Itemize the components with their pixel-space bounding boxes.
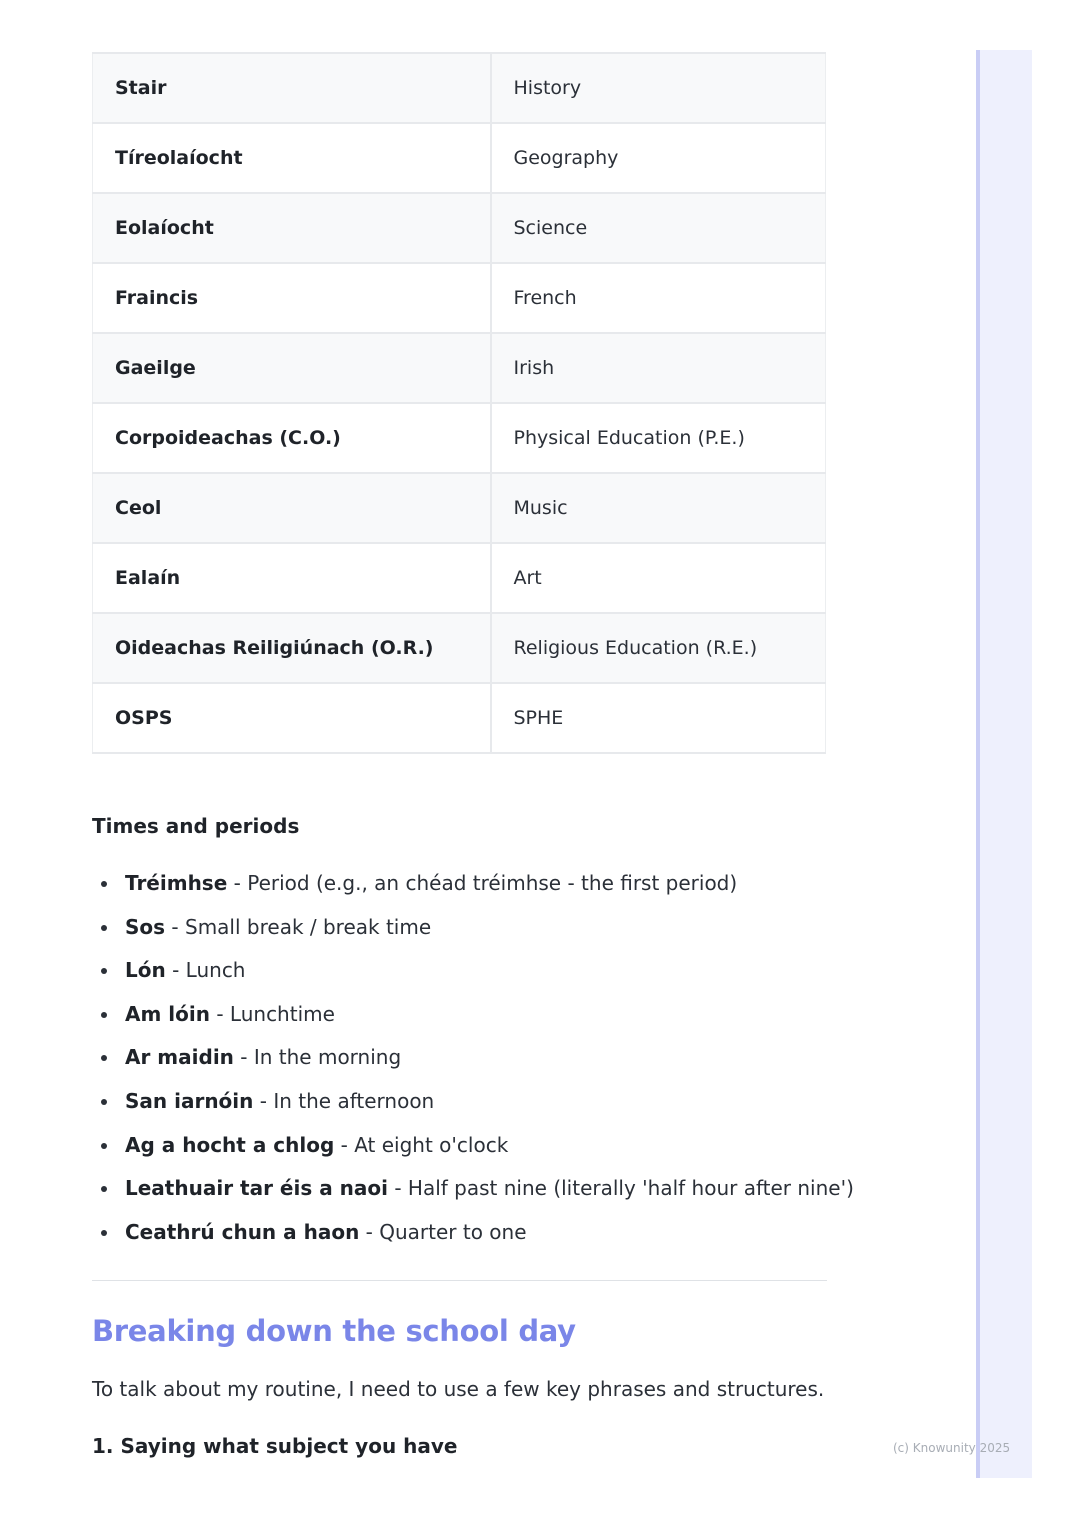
side-panel xyxy=(976,50,1032,1478)
english-term-cell: Irish xyxy=(491,333,826,403)
english-term-cell: SPHE xyxy=(491,683,826,753)
table-row xyxy=(93,263,826,333)
list-definition: Period (e.g., an chéad tréimhse - the first period) xyxy=(247,871,738,895)
list-item: Sos - Small break / break time xyxy=(92,906,854,950)
english-term-cell: Geography xyxy=(491,123,826,193)
list-item: San iarnóin - In the afternoon xyxy=(92,1080,854,1124)
irish-term-cell: Oideachas Reiligiúnach (O.R.) xyxy=(93,613,491,683)
side-panel-border xyxy=(976,50,980,1478)
list-definition: Small break / break time xyxy=(185,914,432,939)
list-definition: Quarter to one xyxy=(379,1219,527,1244)
english-term-cell: Art xyxy=(491,543,826,613)
irish-term-cell: Tíreolaíocht xyxy=(93,123,491,193)
table-row xyxy=(93,613,826,683)
irish-term-cell: Stair xyxy=(93,53,491,123)
english-term-cell: Science xyxy=(491,193,826,263)
table-row xyxy=(93,123,826,193)
table-row xyxy=(93,333,826,403)
table-row xyxy=(93,543,826,613)
table-row xyxy=(93,683,826,753)
list-definition: Lunch xyxy=(185,958,246,983)
table-row xyxy=(93,473,826,543)
table-row xyxy=(93,53,826,123)
english-term-cell: French xyxy=(491,263,826,333)
list-term: Am lóin xyxy=(125,1001,210,1026)
english-term-cell: History xyxy=(491,53,826,123)
irish-term-cell: Ealaín xyxy=(93,543,491,613)
list-item: Ceathrú chun a haon - Quarter to one xyxy=(92,1211,854,1255)
bullet-icon xyxy=(101,1186,107,1192)
subject-vocab-table xyxy=(92,52,826,754)
irish-term-cell: Ceol xyxy=(93,473,491,543)
list-item: Lón - Lunch xyxy=(92,949,854,993)
english-term-cell: Religious Education (R.E.) xyxy=(491,613,826,683)
list-definition: At eight o'clock xyxy=(354,1132,509,1157)
bullet-icon xyxy=(101,925,107,931)
bullet-icon xyxy=(101,1099,107,1105)
school-day-intro: To talk about my routine, I need to use a few key phrases and structures. xyxy=(92,1377,825,1401)
list-term: Ag a hocht a chlog xyxy=(125,1132,335,1157)
bullet-icon xyxy=(101,1143,107,1149)
list-item: Am lóin - Lunchtime xyxy=(92,993,854,1037)
list-definition: Lunchtime xyxy=(229,1001,335,1026)
times-list xyxy=(92,862,854,1254)
list-definition: Half past nine (literally 'half hour after nine') xyxy=(407,1176,854,1201)
list-term: Leathuair tar éis a naoi xyxy=(125,1176,388,1201)
list-item: Ar maidin - In the morning xyxy=(92,1036,854,1080)
bullet-icon xyxy=(101,881,107,887)
english-term-cell: Music xyxy=(491,473,826,543)
list-item: Tréimhse - Period (e.g., an chéad tréimhse - the first period) xyxy=(92,862,854,906)
list-item: Leathuair tar éis a naoi - Half past nine (literally 'half hour after nine') xyxy=(92,1167,854,1211)
bullet-icon xyxy=(101,1055,107,1061)
irish-term-cell: Gaeilge xyxy=(93,333,491,403)
bullet-icon xyxy=(101,968,107,974)
list-term: Tréimhse xyxy=(125,871,228,895)
bullet-icon xyxy=(101,1230,107,1236)
list-definition: In the morning xyxy=(253,1045,402,1070)
list-item: Ag a hocht a chlog - At eight o'clock xyxy=(92,1124,854,1168)
table-row xyxy=(93,403,826,473)
bullet-icon xyxy=(101,1012,107,1018)
list-term: Sos xyxy=(125,914,166,939)
subject-subheading: 1. Saying what subject you have xyxy=(92,1434,458,1458)
irish-term-cell: OSPS xyxy=(93,683,491,753)
list-definition: In the afternoon xyxy=(273,1088,435,1113)
list-term: Ceathrú chun a haon xyxy=(125,1219,360,1244)
list-term: Ar maidin xyxy=(125,1045,234,1070)
copyright-text: (c) Knowunity 2025 xyxy=(893,1441,1011,1455)
list-term: San iarnóin xyxy=(125,1088,254,1113)
times-heading: Times and periods xyxy=(92,814,300,838)
school-day-heading: Breaking down the school day xyxy=(92,1314,576,1348)
irish-term-cell: Fraincis xyxy=(93,263,491,333)
irish-term-cell: Eolaíocht xyxy=(93,193,491,263)
table-row xyxy=(93,193,826,263)
list-term: Lón xyxy=(125,958,166,983)
section-divider xyxy=(92,1280,827,1281)
english-term-cell: Physical Education (P.E.) xyxy=(491,403,826,473)
irish-term-cell: Corpoideachas (C.O.) xyxy=(93,403,491,473)
